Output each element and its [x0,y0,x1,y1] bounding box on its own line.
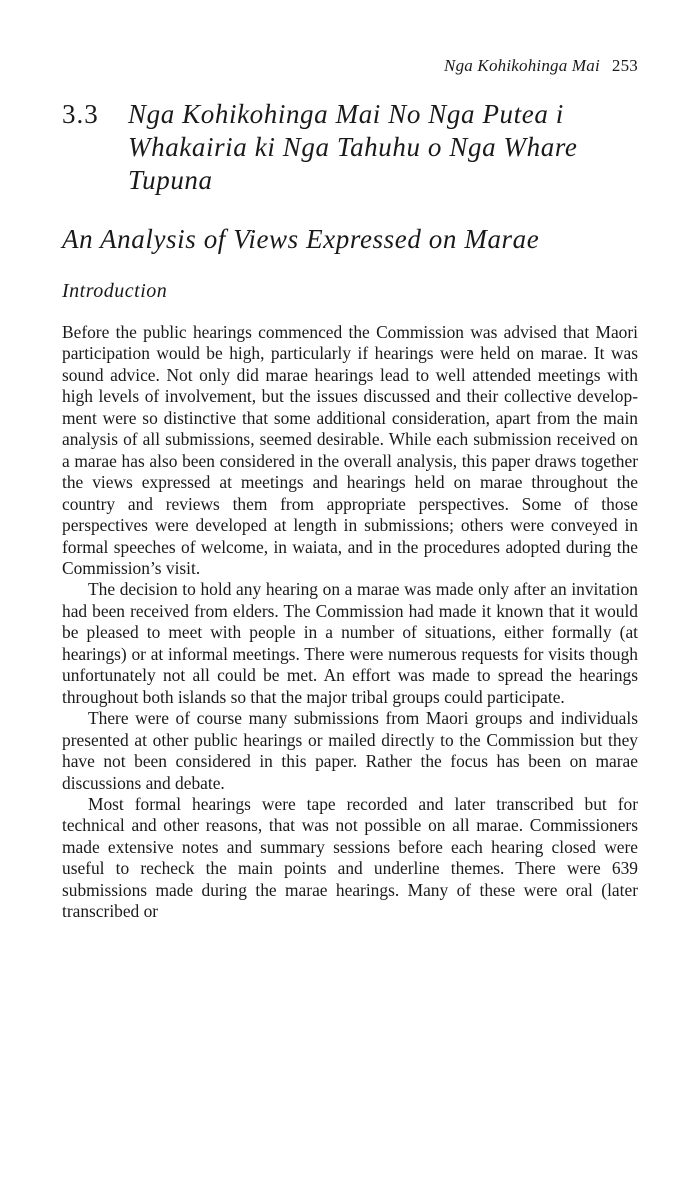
body-text [62,322,638,923]
paragraph: There were of course many submissions from Maori groups and individuals presented at other public hearings or mailed directly to the Commission but they have not been considered in this paper. Rather the focus has been on marae discussions and debate. [62,708,638,793]
paragraph: Most formal hearings were tape recorded and later transcribed but for technical and other reasons, that was not possible on all marae. Commissioners made extensive notes and summary sessions before each hearing closed were useful to recheck the main points and underline themes. There were 639 submissions made during the marae hearings. Many of these were oral (later transcribed or [62,793,638,922]
paragraph: Before the public hearings commenced the Commission was advised that Maori participation would be high, particularly if hearings were held on marae. It was sound advice. Not only did marae hearings lead to well attended meetings with high levels of involvement, but the issues discussed and their collective development were so distinctive that some additional consideration, apart from the main analysis of all submissions, seemed desirable. While each submission received on a marae has also been considered in the overall analysis, this paper draws together the views expressed at meetings and hearings held on marae throughout the country and reviews them from appropriate perspectives. Some of those perspectives were developed at length in submissions; others were conveyed in formal speeches of welcome, in waiata, and in the procedures adopted during the Commission’s visit. [62,322,638,578]
subtitle: An Analysis of Views Expressed on Marae [62,224,540,254]
section-number: 3.3 [62,99,99,129]
running-head-title: Nga Kohikohinga Mai [444,56,600,75]
page-number: 253 [611,56,638,75]
running-head [444,56,638,76]
introduction-heading: Introduction [62,280,168,302]
paragraph: The decision to hold any hearing on a marae was made only after an invitation had been received from elders. The Commission had made it known that it would be pleased to meet with people in a number of situations, either formally (at hearings) or at informal meetings. There were numerous requests for visits though unfortunately not all could be met. An effort was made to spread the hearings throughout both islands so that the major tribal groups could participate. [62,579,638,707]
section-title: Nga Kohikohinga Mai No Nga Putea i Whakairia ki Nga Tahuhu o Nga Whare Tupuna [128,99,578,195]
